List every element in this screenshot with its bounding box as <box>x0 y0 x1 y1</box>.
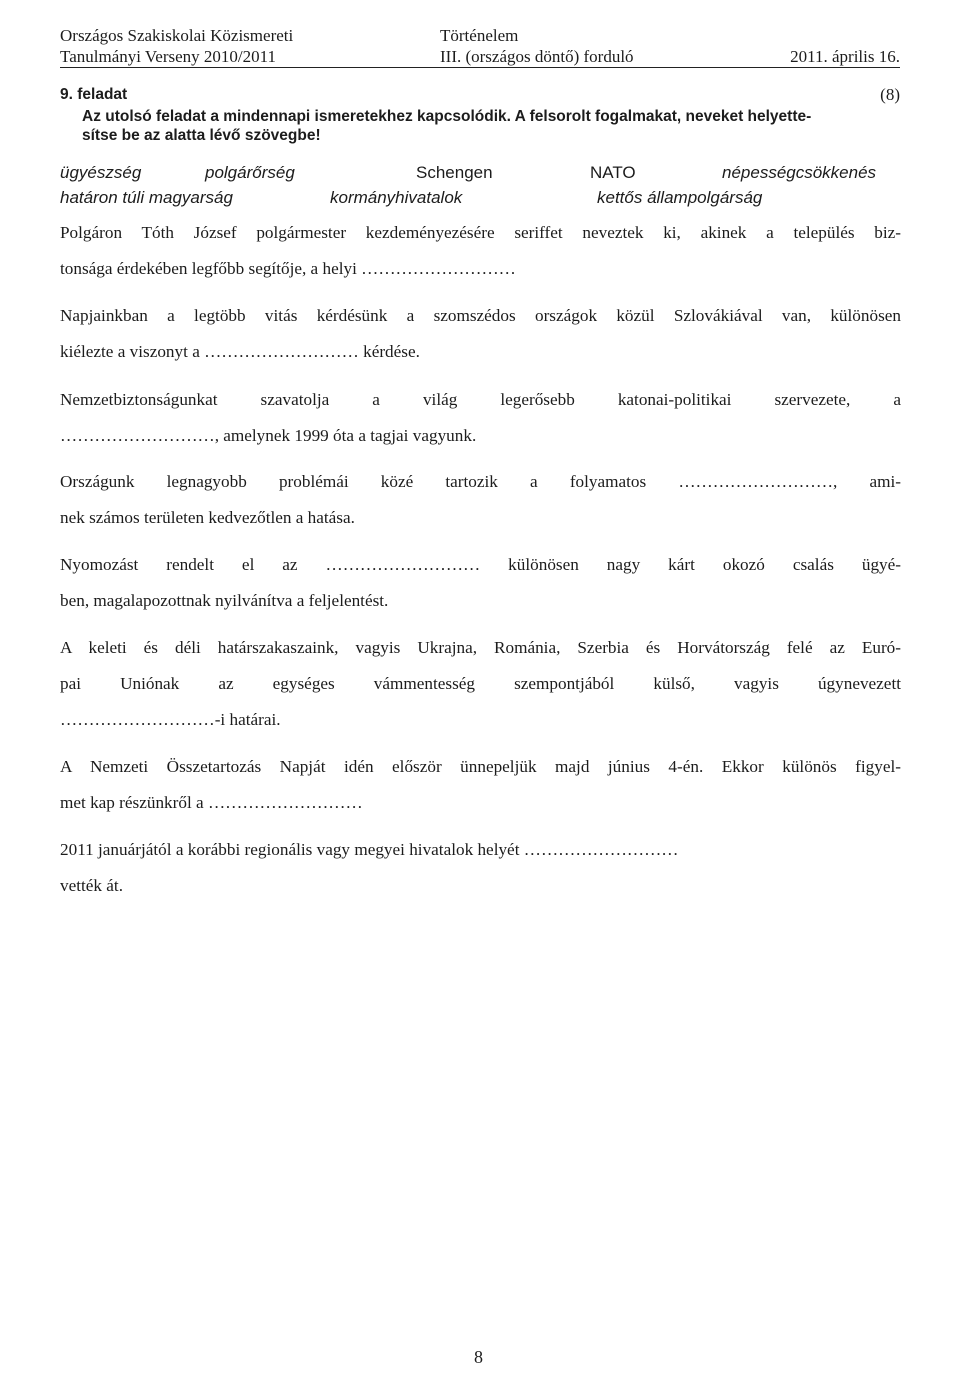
sentence-1-line-2: tonsága érdekében legfőbb segítője, a helyi ……………………… <box>60 259 516 278</box>
keyword-ugyeszseg: ügyészség <box>60 163 142 182</box>
keyword-hataron-tuli-magyarsag: határon túli magyarság <box>60 188 233 207</box>
sentence-7-line-1: A Nemzeti Összetartozás Napját idén először ünnepeljük majd június 4-én. Ekkor különös figyel- <box>60 757 901 776</box>
sentence-1-line-1: Polgáron Tóth József polgármester kezdeményezésére seriffet neveztek ki, akinek a település biz- <box>60 223 901 242</box>
task-number: 9. <box>60 86 73 103</box>
header-divider <box>60 67 900 68</box>
task-title: feladat <box>77 86 128 103</box>
sentence-8-line-1: 2011 januárjától a korábbi regionális vagy megyei hivatalok helyét ……………………… <box>60 840 679 859</box>
sentence-6-line-3: ………………………-i határai. <box>60 710 281 729</box>
sentence-8-line-2: vették át. <box>60 876 123 895</box>
sentence-7-line-2: met kap részünkről a ……………………… <box>60 793 363 812</box>
sentence-4-line-1: Országunk legnagyobb problémái közé tartozik a folyamatos ………………………, ami- <box>60 472 901 491</box>
sentence-2-line-1: Napjainkban a legtöbb vitás kérdésünk a szomszédos országok közül Szlovákiával van, különösen <box>60 306 901 325</box>
header-date: 2011. április 16. <box>790 47 900 66</box>
task-points: (8) <box>880 85 900 104</box>
keyword-kormanyhivatalok: kormányhivatalok <box>330 188 463 207</box>
keyword-schengen: Schengen <box>416 163 493 182</box>
sentence-3-line-2: ………………………, amelynek 1999 óta a tagjai vagyunk. <box>60 426 477 445</box>
header-subject: Történelem <box>440 26 519 45</box>
keyword-polgarorseg: polgárőrség <box>205 163 295 182</box>
task-instruction-line2: sítse be az alatta lévő szövegbe! <box>82 127 321 144</box>
sentence-4-line-2: nek számos területen kedvezőtlen a hatása. <box>60 508 355 527</box>
header-round: III. (országos döntő) forduló <box>440 47 634 66</box>
sentence-3-line-1: Nemzetbiztonságunkat szavatolja a világ legerősebb katonai-politikai szervezete, a <box>60 390 901 409</box>
sentence-5-line-1: Nyomozást rendelt el az ……………………… különösen nagy kárt okozó csalás ügyé- <box>60 555 901 574</box>
task-instruction-line1: Az utolsó feladat a mindennapi ismeretekhez kapcsolódik. A felsorolt fogalmakat, neveket helyette- <box>82 108 812 125</box>
keyword-nato: NATO <box>590 163 636 182</box>
header-competition-name: Országos Szakiskolai Közismereti <box>60 26 294 45</box>
header-competition-year: Tanulmányi Verseny 2010/2011 <box>60 47 277 66</box>
page-number: 8 <box>474 1347 483 1367</box>
sentence-5-line-2: ben, magalapozottnak nyilvánítva a feljelentést. <box>60 591 389 610</box>
sentence-6-line-2: pai Uniónak az egységes vámmentesség szempontjából külső, vagyis úgynevezett <box>60 674 901 693</box>
keyword-nepessegcsokkenes: népességcsökkenés <box>722 163 877 182</box>
sentence-2-line-2: kiélezte a viszonyt a ……………………… kérdése. <box>60 342 420 361</box>
sentence-6-line-1: A keleti és déli határszakaszaink, vagyis Ukrajna, Románia, Szerbia és Horvátország felé az Euró- <box>60 638 901 657</box>
keyword-kettos-allampolgarsag: kettős állampolgárság <box>597 188 763 207</box>
